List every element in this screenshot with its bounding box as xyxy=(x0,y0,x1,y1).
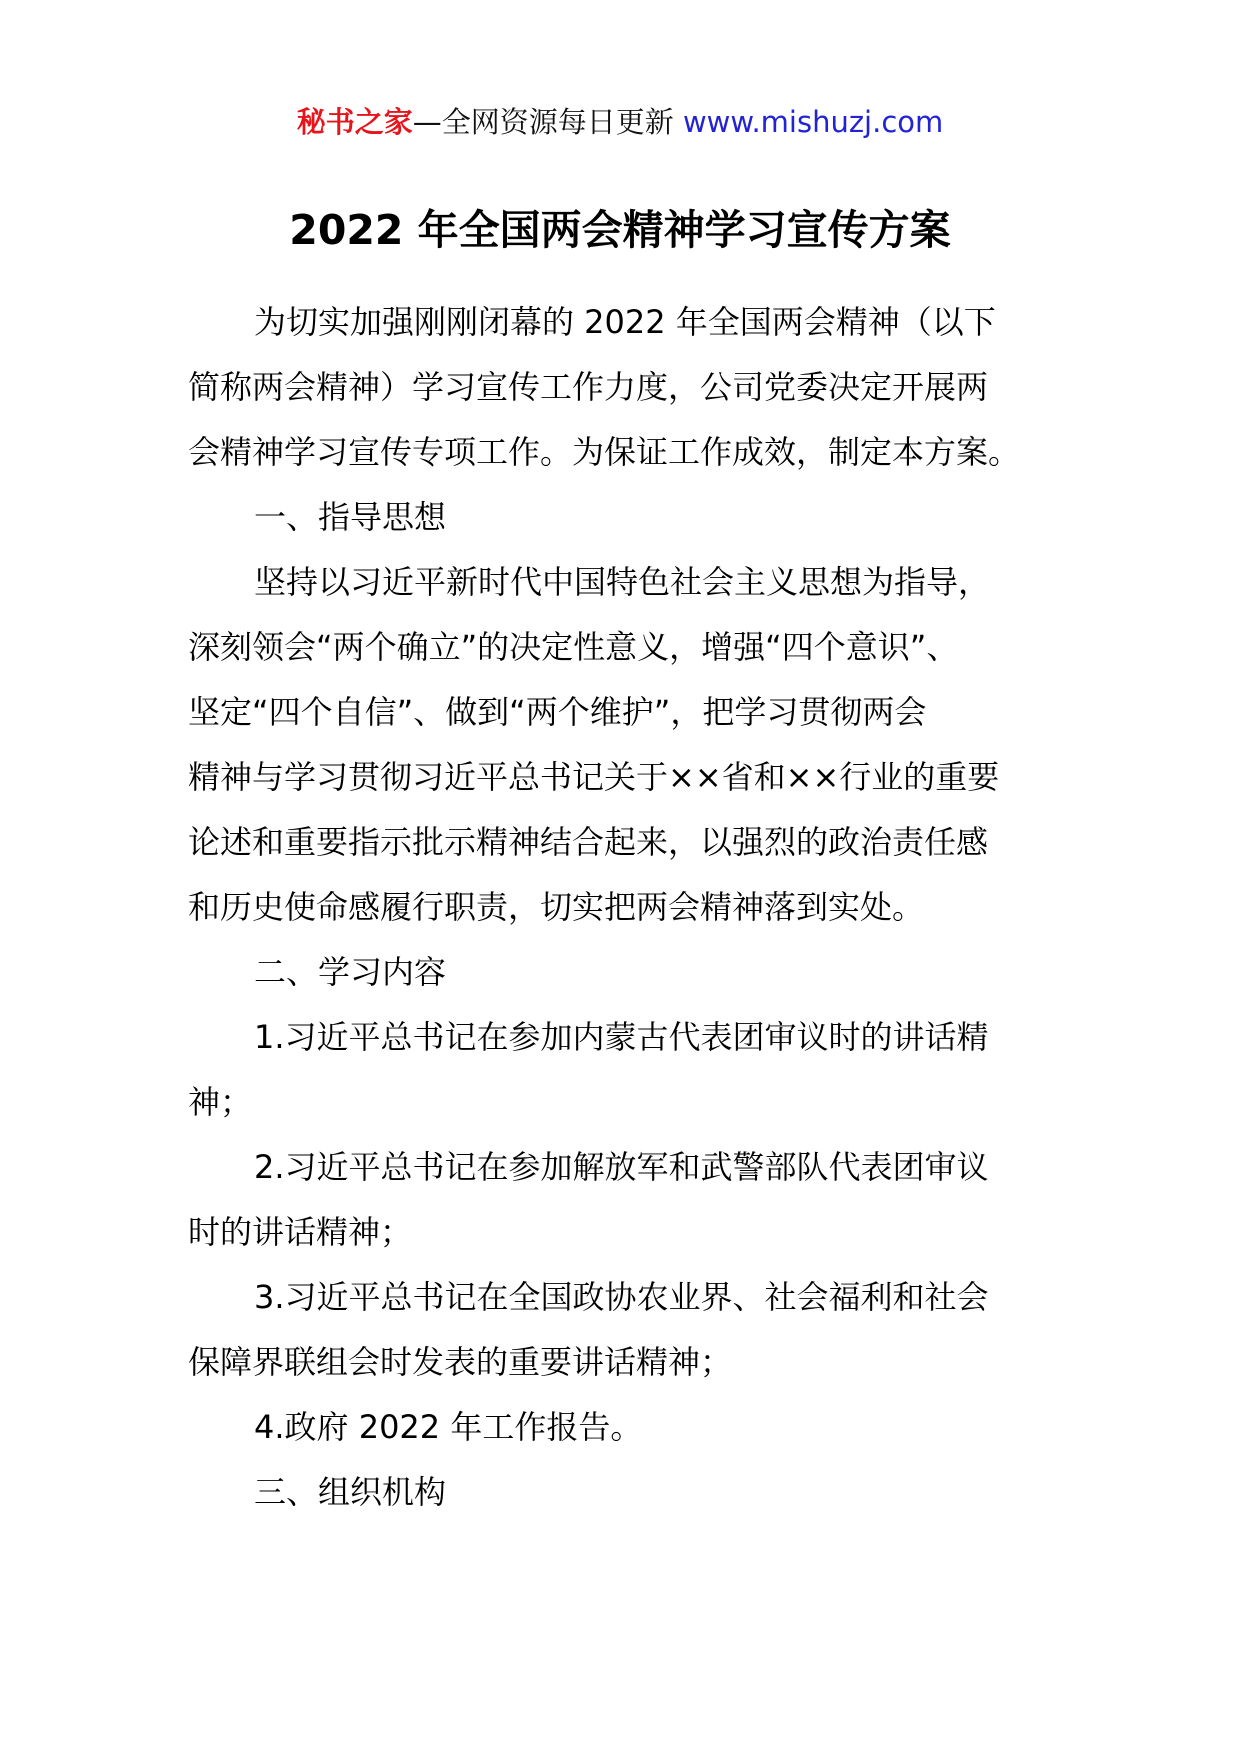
paragraph-line: 坚定“四个自信”、做到“两个维护”，把学习贯彻两会 xyxy=(188,693,927,731)
site-brand: 秘书之家 xyxy=(296,105,413,139)
list-item-line: 4.政府 2022 年工作报告。 xyxy=(254,1408,643,1446)
paragraph-line: 精神与学习贯彻习近平总书记关于××省和××行业的重要 xyxy=(188,758,1000,796)
site-url-link[interactable]: www.mishuzj.com xyxy=(682,105,944,139)
list-item-line: 3.习近平总书记在全国政协农业界、社会福利和社会 xyxy=(254,1278,989,1316)
paragraph-line: 深刻领会“两个确立”的决定性意义，增强“四个意识”、 xyxy=(188,628,959,666)
document-title: 2022 年全国两会精神学习宣传方案 xyxy=(289,206,951,254)
list-item-line: 时的讲话精神； xyxy=(188,1213,413,1251)
document-body xyxy=(188,290,1048,1525)
paragraph-line: 简称两会精神）学习宣传工作力度，公司党委决定开展两 xyxy=(188,368,989,406)
section-heading: 三、组织机构 xyxy=(254,1473,447,1511)
paragraph-line: 论述和重要指示批示精神结合起来，以强烈的政治责任感 xyxy=(188,823,989,861)
paragraph-line: 为切实加强刚刚闭幕的 2022 年全国两会精神（以下 xyxy=(254,303,996,341)
paragraph-line: 会精神学习宣传专项工作。为保证工作成效，制定本方案。 xyxy=(188,433,1021,471)
site-header xyxy=(0,102,1240,142)
list-item-line: 保障界联组会时发表的重要讲话精神； xyxy=(188,1343,733,1381)
list-item-line: 神； xyxy=(188,1083,253,1121)
paragraph-line: 和历史使命感履行职责，切实把两会精神落到实处。 xyxy=(188,888,925,926)
site-tagline: —全网资源每日更新 xyxy=(412,105,674,139)
section-heading: 二、学习内容 xyxy=(254,953,447,991)
list-item-line: 1.习近平总书记在参加内蒙古代表团审议时的讲话精 xyxy=(254,1018,989,1056)
paragraph-line: 坚持以习近平新时代中国特色社会主义思想为指导， xyxy=(254,563,991,601)
list-item-line: 2.习近平总书记在参加解放军和武警部队代表团审议 xyxy=(254,1148,989,1186)
section-heading: 一、指导思想 xyxy=(254,498,447,536)
